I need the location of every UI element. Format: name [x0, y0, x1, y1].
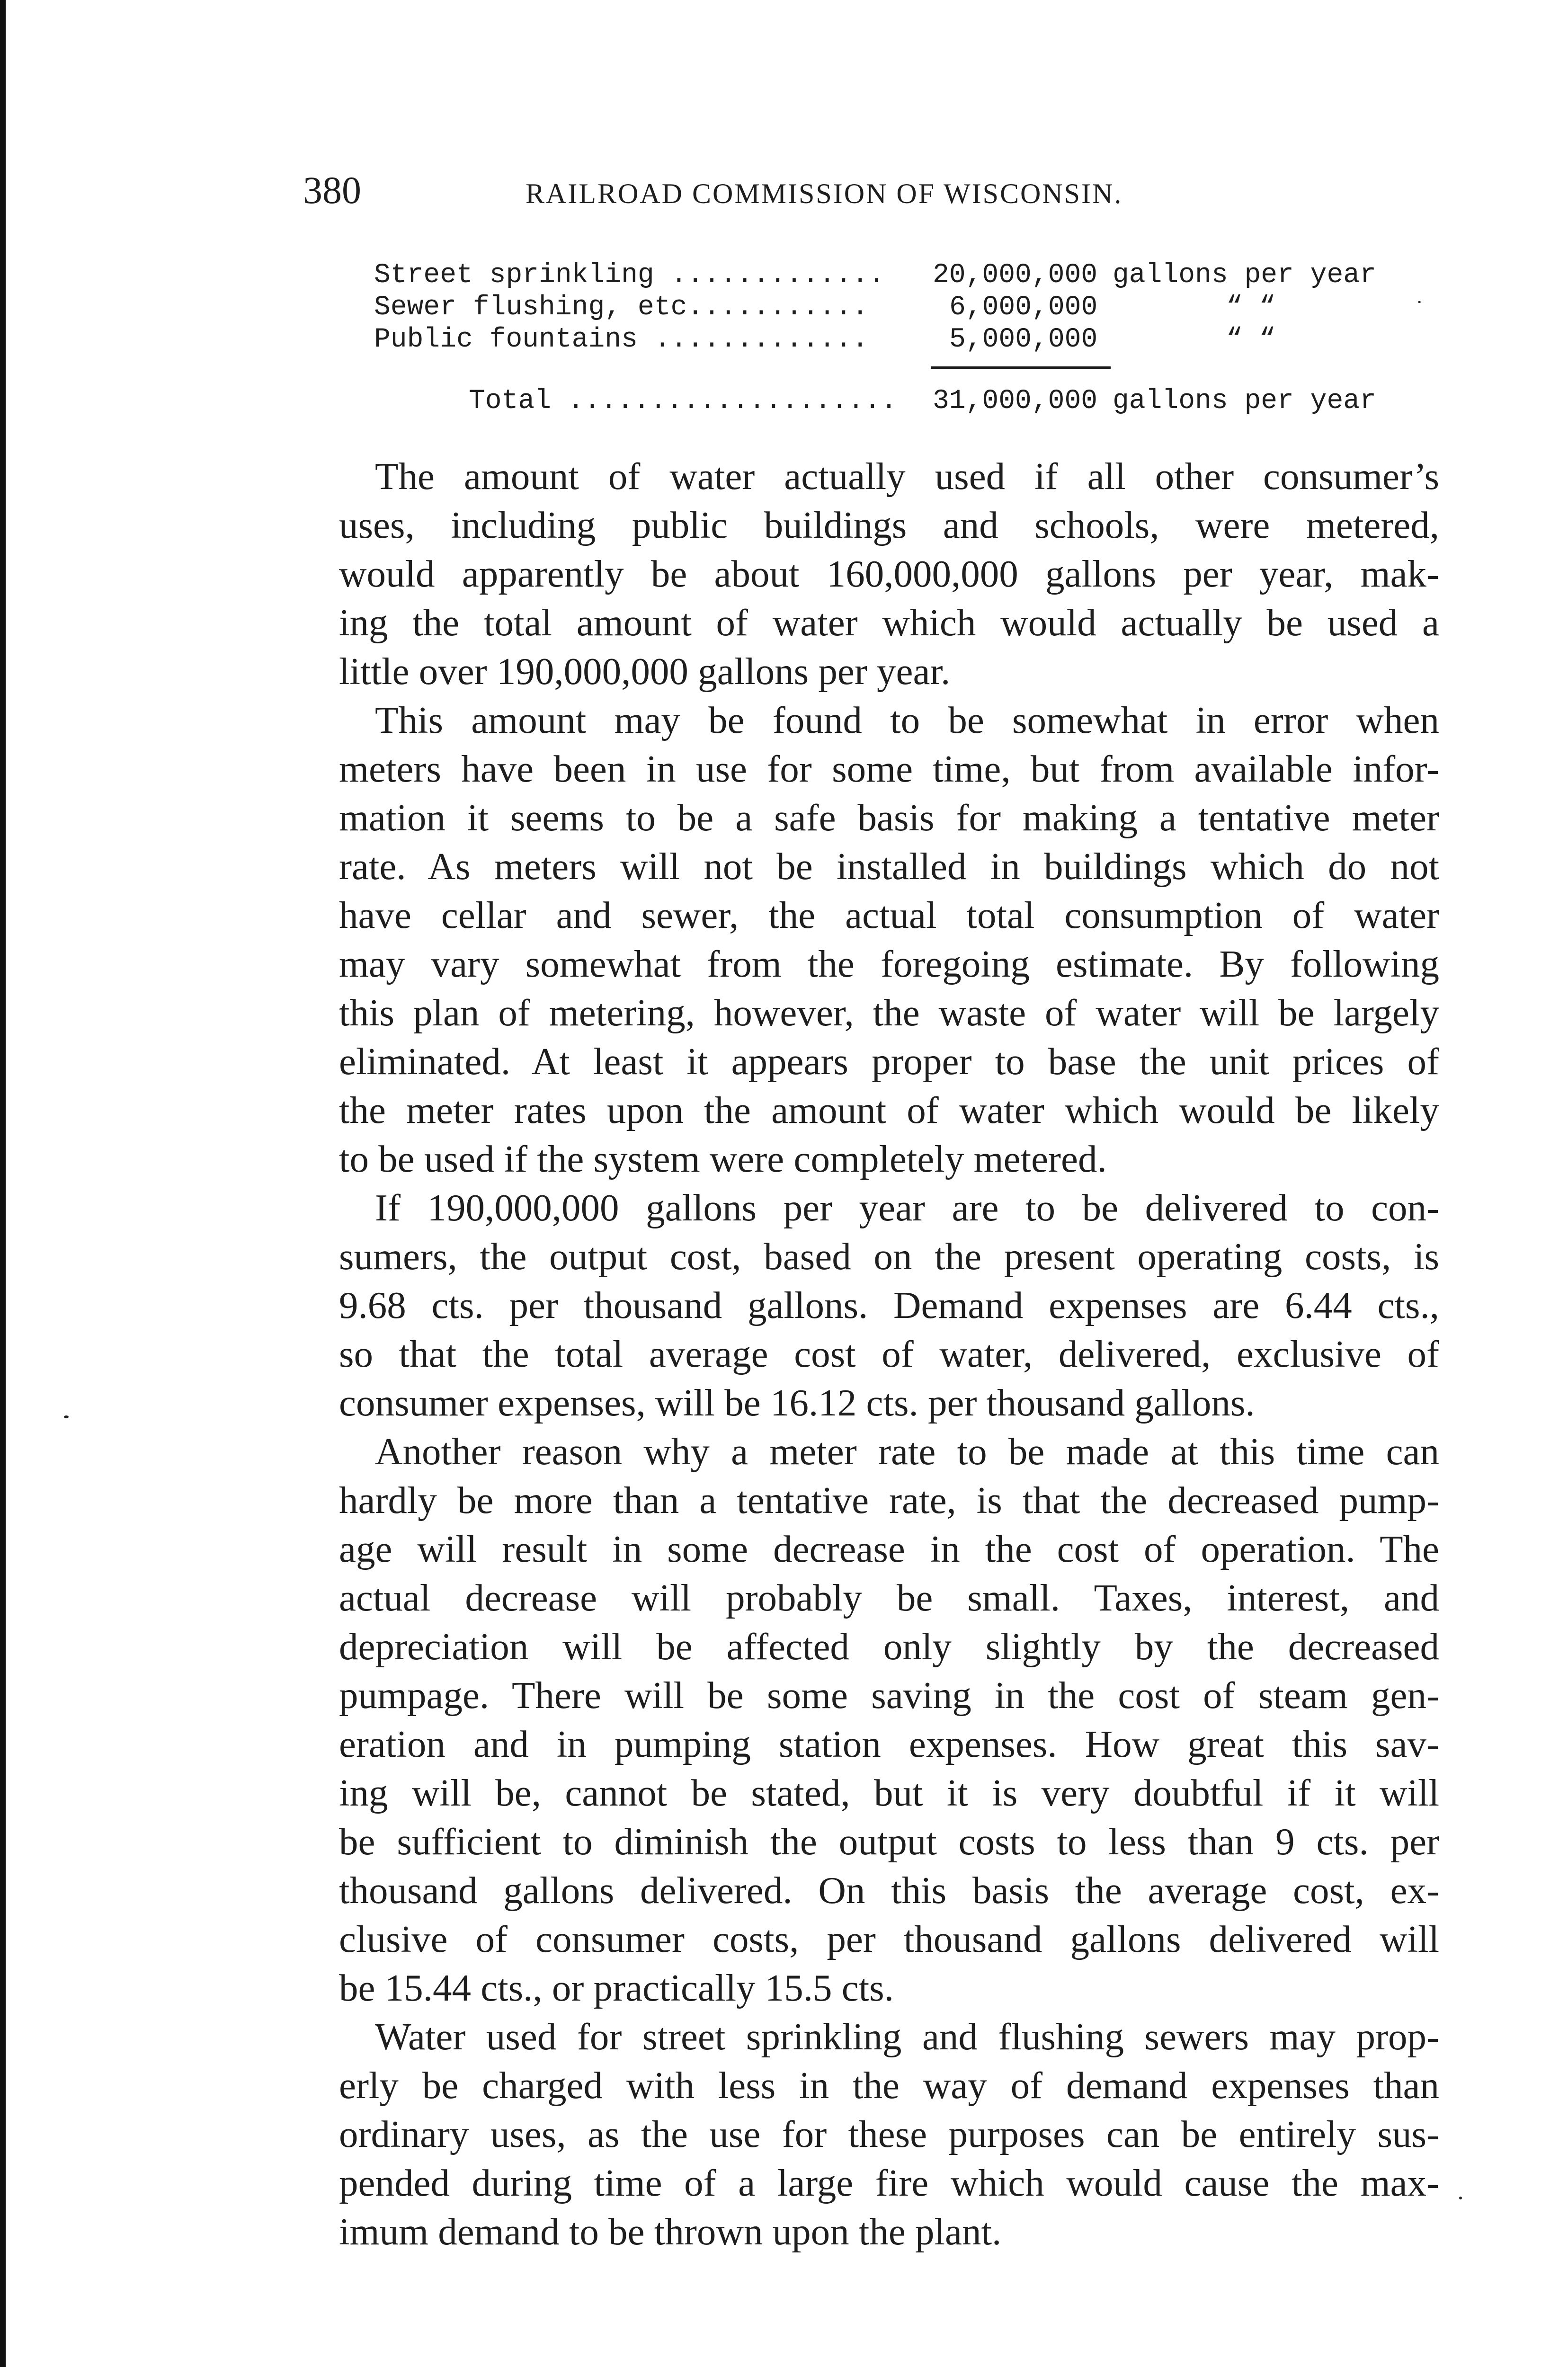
text-line: meters have been in use for some time, but from available infor-	[339, 747, 1439, 790]
text-line: the meter rates upon the amount of water which would be likely	[339, 1089, 1439, 1131]
text-line: ing will be, cannot be stated, but it is very doubtful if it will	[339, 1771, 1439, 1814]
paragraph-4	[303, 1427, 1439, 2012]
text-line: If 190,000,000 gallons per year are to be delivered to con-	[375, 1186, 1439, 1229]
text-line: consumer expenses, will be 16.12 cts. per thousand gallons.	[339, 1381, 1255, 1424]
scan-border-left	[0, 0, 6, 2367]
scan-speck	[1459, 2197, 1462, 2199]
text-line: mation it seems to be a safe basis for making a tentative meter	[339, 796, 1439, 839]
row-label: Street sprinkling .............	[374, 260, 885, 291]
paragraph-1	[303, 452, 1439, 696]
text-line: hardly be more than a tentative rate, is that the decreased pump-	[339, 1479, 1439, 1522]
page-header	[303, 167, 1444, 219]
text-line: eration and in pumping station expenses. How great this sav-	[339, 1723, 1439, 1765]
total-unit: gallons per year	[1113, 386, 1376, 417]
paragraph-3	[303, 1184, 1439, 1427]
text-line: little over 190,000,000 gallons per year.	[339, 650, 951, 693]
text-line: age will result in some decrease in the cost of operation. The	[339, 1528, 1439, 1570]
text-line: be 15.44 cts., or practically 15.5 cts.	[339, 1967, 894, 2009]
sum-rule-row	[374, 356, 1392, 385]
text-line: This amount may be found to be somewhat in error when	[375, 699, 1439, 741]
row-unit: “ “	[1226, 324, 1276, 355]
total-amount: 31,000,000	[933, 386, 1098, 417]
body-text	[303, 452, 1439, 2256]
text-line: uses, including public buildings and schools, were metered,	[339, 504, 1439, 546]
text-line: pumpage. There will be some saving in the cost of steam gen-	[339, 1674, 1439, 1717]
water-use-table	[374, 259, 1392, 418]
text-line: 9.68 cts. per thousand gallons. Demand expenses are 6.44 cts.,	[339, 1284, 1439, 1326]
paragraph-2	[303, 696, 1439, 1184]
text-line: sumers, the output cost, based on the present operating costs, is	[339, 1235, 1439, 1278]
sum-rule	[931, 366, 1111, 369]
table-row	[374, 292, 1392, 324]
text-line: Another reason why a meter rate to be made at this time can	[375, 1430, 1439, 1473]
row-amount: 5,000,000	[949, 324, 1098, 355]
total-label: Total ....................	[469, 386, 897, 417]
text-line: be sufficient to diminish the output costs to less than 9 cts. per	[339, 1820, 1439, 1863]
table-row	[374, 324, 1392, 356]
scan-speck	[64, 1415, 69, 1418]
text-line: depreciation will be affected only slightly by the decreased	[339, 1625, 1439, 1668]
text-line: to be used if the system were completely metered.	[339, 1138, 1107, 1180]
text-line: ordinary uses, as the use for these purposes can be entirely sus-	[339, 2113, 1439, 2155]
text-line: actual decrease will probably be small. Taxes, interest, and	[339, 1576, 1439, 1619]
text-line: ing the total amount of water which would actually be used a	[339, 601, 1439, 644]
text-line: may vary somewhat from the foregoing estimate. By following	[339, 943, 1439, 985]
row-amount: 20,000,000	[933, 260, 1098, 291]
scan-speck	[1418, 301, 1421, 303]
table-row	[374, 259, 1392, 292]
paragraph-5	[303, 2012, 1439, 2256]
text-line: clusive of consumer costs, per thousand gallons delivered will	[339, 1918, 1439, 1960]
text-line: eliminated. At least it appears proper to base the unit prices of	[339, 1040, 1439, 1083]
total-row	[374, 385, 1392, 418]
row-label: Public fountains .............	[374, 324, 869, 355]
text-line: imum demand to be thrown upon the plant.	[339, 2210, 1002, 2253]
text-line: would apparently be about 160,000,000 gallons per year, mak-	[339, 552, 1439, 595]
running-head: RAILROAD COMMISSION OF WISCONSIN.	[526, 178, 1123, 209]
text-line: Water used for street sprinkling and flushing sewers may prop-	[375, 2015, 1439, 2058]
row-label: Sewer flushing, etc...........	[374, 292, 869, 323]
row-unit: gallons per year	[1113, 260, 1376, 291]
text-line: erly be charged with less in the way of demand expenses than	[339, 2064, 1439, 2107]
row-unit: “ “	[1226, 292, 1276, 323]
text-line: rate. As meters will not be installed in buildings which do not	[339, 845, 1439, 888]
row-amount: 6,000,000	[949, 292, 1098, 323]
text-line: so that the total average cost of water, delivered, exclusive of	[339, 1333, 1439, 1375]
page-number: 380	[303, 169, 361, 212]
text-line: pended during time of a large fire which would cause the max-	[339, 2162, 1439, 2204]
text-line: thousand gallons delivered. On this basis the average cost, ex-	[339, 1869, 1439, 1912]
text-line: have cellar and sewer, the actual total consumption of water	[339, 894, 1439, 936]
text-line: this plan of metering, however, the waste of water will be largely	[339, 991, 1439, 1034]
text-line: The amount of water actually used if all other consumer’s	[375, 455, 1439, 498]
